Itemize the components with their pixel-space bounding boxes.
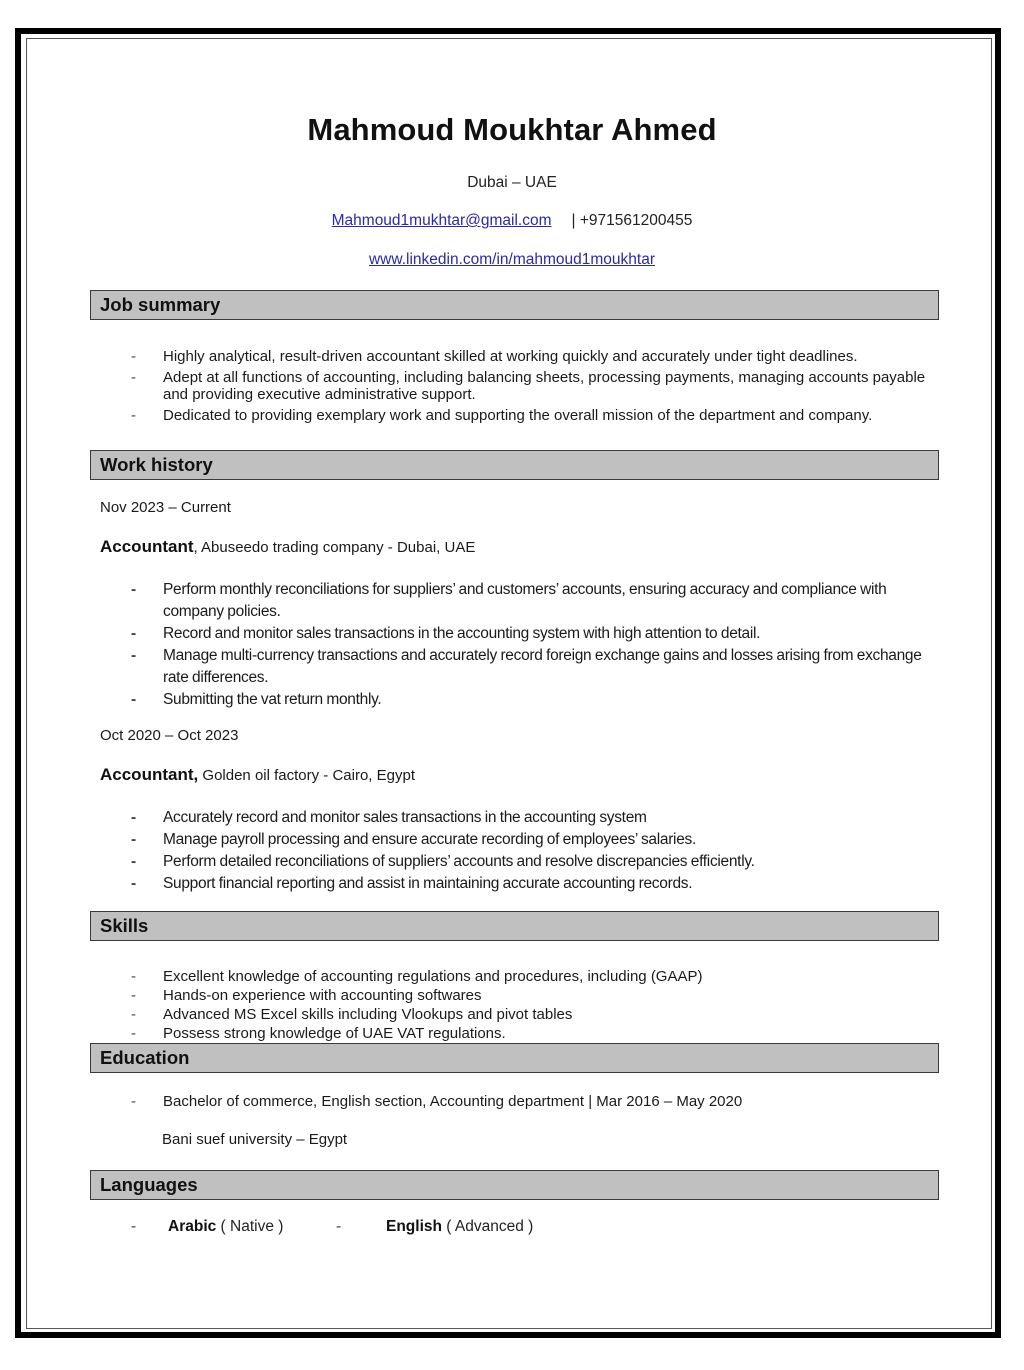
list-item-text: Perform detailed reconciliations of suppliers’ accounts and resolve discrepancies efficiently. <box>163 853 755 870</box>
list-item-text: Adept at all functions of accounting, including balancing sheets, processing payments, managing accounts payable and providing executive administrative support. <box>163 369 926 403</box>
list-item <box>0 807 1024 829</box>
language-level: ( Advanced ) <box>441 1218 534 1235</box>
list-item-text: Submitting the vat return monthly. <box>163 691 382 708</box>
section-header-languages <box>90 1170 939 1200</box>
bullet-dash: - <box>336 1218 342 1235</box>
job-duties-list <box>0 807 1024 895</box>
list-item <box>0 1005 1024 1024</box>
bullet-dash: - <box>131 831 136 848</box>
job-role: Accountant, <box>100 765 199 784</box>
list-item-text: Accurately record and monitor sales transactions in the accounting system <box>163 809 647 826</box>
bullet-dash: - <box>131 1093 136 1110</box>
phone-number: +971561200455 <box>579 212 693 229</box>
bullet-dash: - <box>131 691 136 708</box>
bullet-dash: - <box>131 581 136 598</box>
list-item <box>0 829 1024 851</box>
bullet-dash: - <box>131 968 136 985</box>
list-item <box>0 689 1024 711</box>
language-item <box>168 1218 283 1236</box>
list-item <box>0 873 1024 895</box>
language-name: English <box>386 1218 442 1235</box>
phone-separator: | <box>571 212 576 229</box>
list-item-text: Dedicated to providing exemplary work and supporting the overall mission of the department and company. <box>163 407 873 424</box>
contact-line <box>0 212 1024 230</box>
list-item-text: Highly analytical, result-driven accountant skilled at working quickly and accurately under tight deadlines. <box>163 348 858 365</box>
section-title: Languages <box>100 1174 198 1195</box>
list-item <box>0 967 1024 986</box>
list-item <box>0 407 1024 424</box>
job-dates: Oct 2020 – Oct 2023 <box>100 727 239 744</box>
job-company: Golden oil factory - Cairo, Egypt <box>198 767 415 784</box>
list-item <box>0 1024 1024 1043</box>
section-title: Education <box>100 1047 190 1068</box>
list-item-text: Advanced MS Excel skills including Vlookups and pivot tables <box>163 1006 573 1023</box>
section-header-job-summary <box>90 290 939 320</box>
job-duties-list <box>0 579 1024 711</box>
list-item-text: Manage multi-currency transactions and accurately record foreign exchange gains and losses arising from exchange rate differences. <box>163 647 922 686</box>
list-item <box>0 986 1024 1005</box>
list-item <box>0 579 1024 623</box>
list-item <box>0 348 1024 365</box>
job-title-line <box>100 537 475 557</box>
languages-row <box>0 1218 1024 1238</box>
list-item <box>0 1093 1024 1110</box>
job-title-line <box>100 765 415 785</box>
bullet-dash: - <box>131 987 136 1004</box>
bullet-dash: - <box>131 647 136 664</box>
job-company: , Abuseedo trading company - Dubai, UAE <box>193 539 476 556</box>
list-item-text: Record and monitor sales transactions in the accounting system with high attention to detail. <box>163 625 761 642</box>
job-role: Accountant <box>100 537 194 556</box>
list-item <box>0 369 1024 403</box>
list-item <box>0 623 1024 645</box>
linkedin-link[interactable]: www.linkedin.com/in/mahmoud1moukhtar <box>368 251 656 268</box>
section-header-skills <box>90 911 939 941</box>
list-item <box>0 851 1024 873</box>
bullet-dash: - <box>131 875 136 892</box>
email-link[interactable]: Mahmoud1mukhtar@gmail.com <box>331 212 552 229</box>
job-dates: Nov 2023 – Current <box>100 499 231 516</box>
list-item-text: Manage payroll processing and ensure accurate recording of employees’ salaries. <box>163 831 696 848</box>
linkedin-line <box>0 251 1024 269</box>
list-item-text: Perform monthly reconciliations for suppliers’ and customers’ accounts, ensuring accuracy and compliance with company policies. <box>163 581 887 620</box>
bullet-dash: - <box>131 1218 137 1235</box>
list-item-text: Possess strong knowledge of UAE VAT regulations. <box>163 1025 506 1042</box>
section-title: Job summary <box>100 294 221 315</box>
language-name: Arabic <box>168 1218 217 1235</box>
section-header-work-history <box>90 450 939 480</box>
location: Dubai – UAE <box>467 174 557 191</box>
job-summary-list <box>0 348 1024 428</box>
candidate-name: Mahmoud Moukhtar Ahmed <box>307 112 717 147</box>
education-degree: Bachelor of commerce, English section, Accounting department | Mar 2016 – May 2020 <box>163 1093 743 1110</box>
bullet-dash: - <box>131 1025 136 1042</box>
bullet-dash: - <box>131 809 136 826</box>
skills-list <box>0 967 1024 1043</box>
bullet-dash: - <box>131 625 136 642</box>
section-title: Work history <box>100 454 213 475</box>
education-list <box>0 1093 1024 1110</box>
list-item-text: Hands-on experience with accounting softwares <box>163 987 482 1004</box>
language-item <box>386 1218 533 1236</box>
list-item <box>0 645 1024 689</box>
bullet-dash: - <box>131 1006 136 1023</box>
list-item-text: Excellent knowledge of accounting regulations and procedures, including (GAAP) <box>163 968 703 985</box>
bullet-dash: - <box>131 853 136 870</box>
section-title: Skills <box>100 915 149 936</box>
list-item-text: Support financial reporting and assist in maintaining accurate accounting records. <box>163 875 693 892</box>
bullet-dash: - <box>131 369 136 386</box>
language-level: ( Native ) <box>216 1218 284 1235</box>
education-school: Bani suef university – Egypt <box>162 1131 348 1148</box>
section-header-education <box>90 1043 939 1073</box>
bullet-dash: - <box>131 348 136 365</box>
bullet-dash: - <box>131 407 136 424</box>
